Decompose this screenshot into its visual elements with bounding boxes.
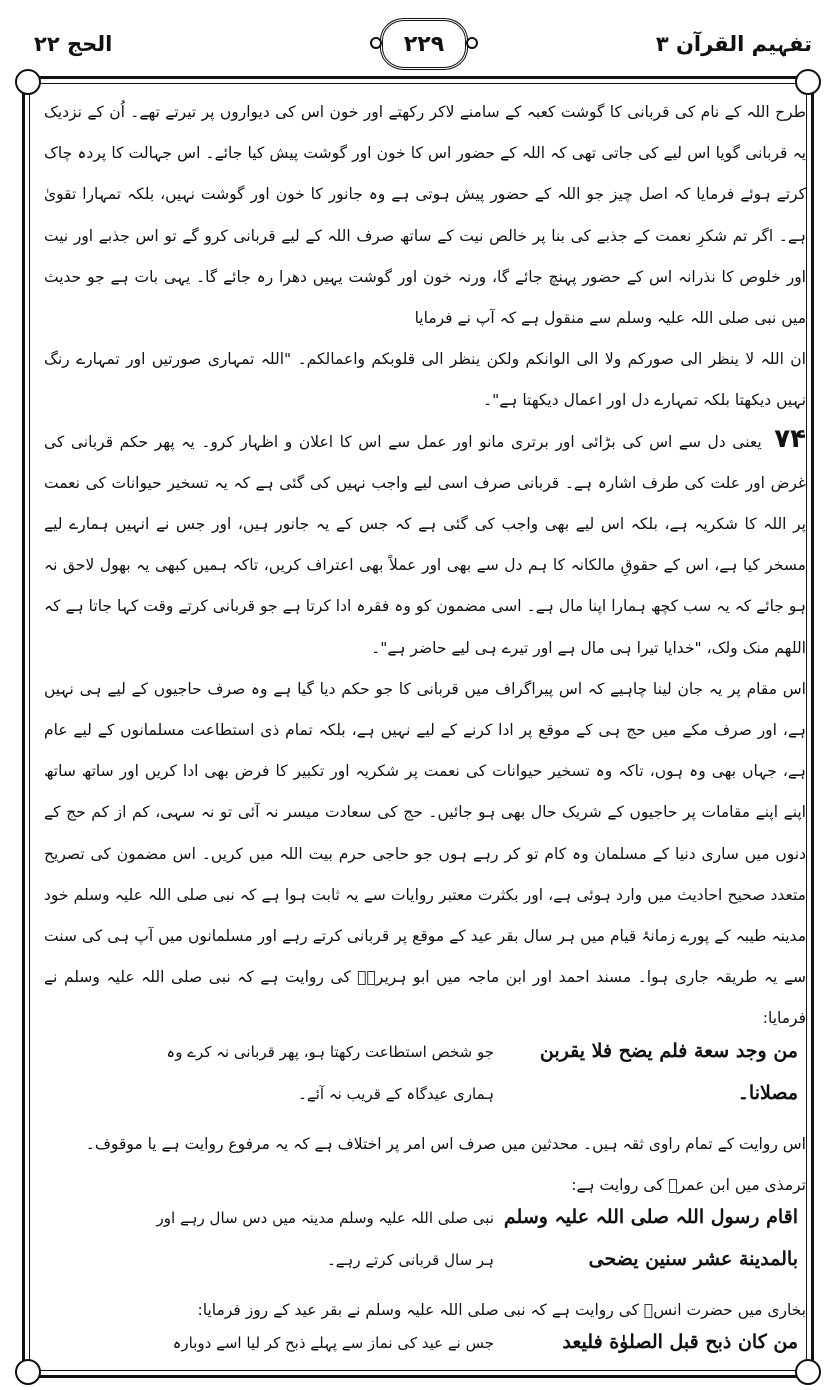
hadith-line (44, 1206, 806, 1248)
arabic-text: بالمدینة عشر سنین یضحی (588, 1248, 798, 1271)
page-number-badge (380, 18, 468, 70)
corner-ornament (15, 1359, 41, 1385)
footnote-text: یعنی دل سے اس کی بڑائی اور برتری مانو اور عمل سے اس کا اعلان و اظہار کرو۔ یہ پھر حکم قربانی کی غرض اور علت کی طرف اشارہ ہے۔ قربانی صرف اسی لیے واجب نہیں کی گئی ہے کہ یہ تسخیر حیوانات کی نعمت پر اللہ کا شکریہ ہے، بلکہ اس لیے بھی واجب کی گئی ہے کہ جس کے یہ جانور ہیں، اور جس نے انہیں ہمارے لیے مسخر کیا ہے، اس کے حقوقِ مالکانہ کا ہم دل سے بھی اور عملاً بھی اعتراف کریں، تاکہ ہمیں کبھی یہ بھول لاحق نہ ہو جائے کہ یہ سب کچھ ہمارا اپنا مال ہے۔ اسی مضمون کو وہ فقرہ ادا کرتا ہے جو قربانی کرتے وقت کہا جاتا ہے کہ اللھم منک ولک، "خدایا تیرا ہی مال ہے اور تیرے ہی لیے حاضر ہے"۔ (44, 432, 806, 657)
body-paragraph: ترمذی میں ابن عمرؓ کی روایت ہے: (571, 1175, 806, 1194)
hadith-line (44, 1248, 806, 1290)
hadith-line (44, 1082, 806, 1124)
page-header (30, 14, 818, 68)
footnote-number: ۷۴ (774, 423, 806, 454)
body-paragraph: بخاری میں حضرت انسؓ کی روایت ہے کہ نبی صلی اللہ علیہ وسلم نے بقر عید کے روز فرمایا: (197, 1301, 806, 1320)
arabic-text: مصلانا۔ (737, 1081, 798, 1104)
page-number: ۲۲۹ (403, 31, 445, 57)
arabic-text: من وجد سعة فلم یضح فلا یقربن (539, 1039, 798, 1062)
arabic-text: من کان ذبح قبل الصلوٰة فلیعد (562, 1331, 798, 1354)
arabic-text: اقام رسول اللہ صلی اللہ علیہ وسلم (503, 1206, 798, 1229)
body-paragraph: طرح اللہ کے نام کی قربانی کا گوشت کعبہ کے سامنے لاکر رکھتے اور خون اس کی دیواروں پر تیرتے تھے۔ اُن کے نزدیک یہ قربانی گویا اس لیے کی جاتی تھی کہ اللہ کے حضور اس کا خون اور گوشت پیش کیا جائے۔ اس جہالت کا پردہ چاک کرتے ہوئے فرمایا کہ اصل چیز جو اللہ کے حضور پیش ہوتی ہے وہ جانور کا خون اور گوشت نہیں، بلکہ تمہارا تقویٰ ہے۔ اگر تم شکرِ نعمت کے جذبے کی بنا پر خالص نیت کے ساتھ صرف اللہ کے لیے قربانی کرو گے تو اس جذبے اور نیت اور خلوص کا نذرانہ اس کے حضور پہنچ جائے گا، ورنہ خون اور گوشت یہیں دھرا رہ جائے گا۔ یہی بات ہے جو حدیث میں نبی صلی اللہ علیہ وسلم سے منقول ہے کہ آپ نے فرمایا (44, 103, 806, 328)
page-body (44, 92, 806, 1372)
urdu-translation: ہماری عیدگاہ کے قریب نہ آئے۔ (298, 1084, 494, 1103)
body-paragraph: اس روایت کے تمام راوی ثقہ ہیں۔ محدثین میں صرف اس امر پر اختلاف ہے کہ یہ مرفوع روایت ہے یا موقوف۔ (85, 1134, 806, 1153)
book-title: تفہیم القرآن ۳ (655, 32, 812, 56)
hadith-line (44, 1040, 806, 1082)
surah-reference: الحج ۲۲ (34, 32, 113, 56)
footnote-paragraph (44, 422, 806, 669)
urdu-translation: ہر سال قربانی کرتے رہے۔ (326, 1251, 494, 1270)
urdu-translation: جس نے عید کی نماز سے پہلے ذبح کر لیا اسے دوبارہ (172, 1334, 494, 1353)
footnote-paragraph: اس مقام پر یہ جان لینا چاہیے کہ اس پیراگراف میں قربانی کا جو حکم دیا گیا ہے وہ صرف حاجیوں کے لیے ہی نہیں ہے، اور صرف مکے میں حج ہی کے موقع پر ادا کرنے کے لیے نہیں ہے، بلکہ تمام ذی استطاعت مسلمانوں کے لیے عام ہے، جہاں بھی وہ ہوں، تاکہ وہ تسخیر حیوانات کی نعمت پر شکریہ اور تکبیر کا فرض بھی ادا کریں اور ساتھ ساتھ اپنے اپنے مقامات پر حاجیوں کے شریک حال بھی ہو جائیں۔ حج کی سعادت میسر نہ آئی تو نہ سہی، کم از کم حج کے دنوں میں ساری دنیا کے مسلمان وہ کام تو کر رہے ہوں جو حاجی حرم بیت اللہ میں کریں۔ اس مضمون کی تصریح متعدد صحیح احادیث میں وارد ہوئی ہے، اور بکثرت معتبر روایات سے یہ ثابت ہوا ہے کہ نبی صلی اللہ علیہ وسلم خود مدینہ طیبہ کے پورے زمانۂ قیام میں ہر سال بقر عید کے موقع پر قربانی کرتے رہے اور مسلمانوں میں آپ ہی کی سنت سے یہ طریقہ جاری ہوا۔ مسند احمد اور ابن ماجہ میں ابو ہریرہؓ کی روایت ہے کہ نبی صلی اللہ علیہ وسلم نے فرمایا: (44, 679, 806, 1028)
hadith-quote-paragraph: ان اللہ لا ینظر الی صورکم ولا الی الوانکم ولکن ینظر الی قلوبکم واعمالکم۔ "اللہ تمہاری صورتیں اور تمہارے رنگ نہیں دیکھتا بلکہ تمہارے دل اور اعمال دیکھتا ہے"۔ (44, 350, 806, 410)
hadith-line (44, 1331, 806, 1372)
urdu-translation: جو شخص استطاعت رکھتا ہو، پھر قربانی نہ کرے وہ (166, 1042, 494, 1061)
urdu-translation: نبی صلی اللہ علیہ وسلم مدینہ میں دس سال رہے اور (156, 1209, 494, 1228)
corner-ornament (15, 69, 41, 95)
